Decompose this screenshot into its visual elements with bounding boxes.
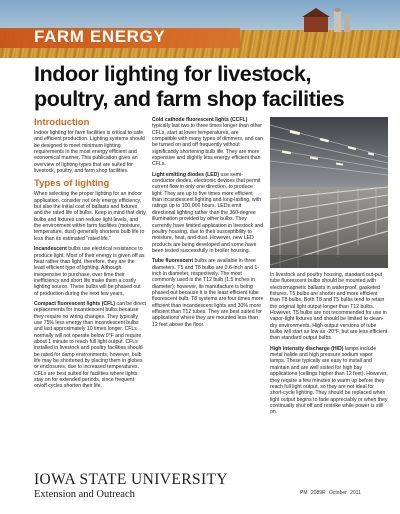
tube-fluorescent-continued-paragraph: In livestock and poultry housing, standard out-put tube fluorescent bulbs should be mounted with electromagnetic ballasts in waterproof, gasketed fixtures. T5 bulbs are shorter and more efficient than T8 bulbs. Both T8 and T5 bulbs tend to retain the original light output longer than T12 bulbs. However, T5 bulbs are not recommended for use in vapor-tight fixtures and should be limited to clean-dry environments. High output versions of tube bulbs will start as low as -20°F, but are less efficient than standard output bulbs. [270, 272, 388, 342]
barn-interior-illustration [270, 117, 388, 268]
university-logo [34, 472, 228, 501]
ccfl-text: typically last two to three times longer than other CFLs, start at lower temperatures, are compatible with many types of dimmers, and can be turned on and off frequently without significantly shortening bulb life. They are more expensive and slightly less energy efficient than CFLs. [152, 123, 264, 168]
page-title: Indoor lighting for livestock, poultry, and farm shop facilities [34, 62, 345, 111]
cfl-term: Compact fluorescent lights (CFL) [34, 300, 116, 307]
hid-term: High intensity discharge (HID) [270, 345, 344, 352]
header-banner [0, 0, 400, 58]
barn-interior-photo [270, 117, 388, 268]
column-1 [34, 117, 146, 394]
banner-title: FARM ENERGY [34, 27, 166, 46]
cfl-paragraph [34, 301, 146, 390]
types-paragraph: When selecting the proper lighting for an indoor application, consider not only energy efficiency, but also the initial cost of ballasts and fixtures and the rated life of bulbs. Keep in mind that dirty bulbs and fixtures can reduce light levels, and the environment within farm facilities (moisture, temperature, dust) generally shortens bulb life to less than its estimated “rated life.” [34, 191, 146, 242]
university-name: IOWA STATE UNIVERSITY [34, 471, 229, 488]
column-2 [152, 117, 264, 332]
barn-icon [300, 6, 360, 32]
hid-paragraph [270, 346, 388, 416]
introduction-paragraph: Indoor lighting for farm facilities is critical to safe and efficient production. Lighting systems should be designed to meet minimum lighting requirements in the most energy efficient and economical manner. This publication gives an overview of lighting types that are suited for livestock, poultry, and farm shop facilities. [34, 130, 145, 175]
led-text: use semi-conductor diodes, electronic devices that permit current flow in only one direction, to produce light. They are up to five times more efficient than incandescent lighting and long-lasting, with ratings up to 100,000 hours. LEDs emit directional lighting rather than the 360-degree illumination provided by other bulbs. They currently have limited application in livestock and poultry housing, due to their susceptibility to moisture, heat, and dust. However, new LED products are being developed and some have been tested successfully in broiler housing. [152, 171, 264, 254]
incandescent-term: Incandescent [34, 246, 67, 253]
column-3 [270, 272, 388, 420]
section-heading-types: Types of lighting [34, 178, 110, 190]
incandescent-text: bulbs use electrical resistance to produce light. Most of their energy is given off as heat rather than light, therefore, they are the least efficient type of lighting. Although inexpensive to purchase, over time their inefficiency and short life make them a costly lighting source. These bulbs will be phased out of production during the next few years. [34, 246, 145, 297]
incandescent-paragraph [34, 246, 146, 297]
publication-code: PM 2089R October 2011 [300, 490, 361, 496]
section-heading-introduction: Introduction [34, 117, 90, 128]
hid-text: lamps include metal halide and high pressure sodium vapor lamps. These typically are easy to install and maintain and are well suited for high bay applications (ceilings higher than 12 feet). However, they require a few minutes to warm up before they reach full light output, so they are not ideal for short-cycle lighting. They should be replaced when light output begins to fade appreciably or when they continually shut off and restrike while power is still on. [270, 345, 388, 416]
led-term: Light emitting diodes (LED) [152, 171, 220, 178]
ccfl-paragraph [152, 117, 264, 168]
extension-name: Extension and Outreach [34, 489, 135, 500]
tube-fluorescent-paragraph [152, 258, 264, 328]
led-paragraph [152, 172, 264, 254]
tube-fluorescent-text: bulbs are available in three diameters. T5 and T8 bulbs are 0.6-inch and 1-inch in diameter, respectively. The most commonly used is the T12 bulb (1.5 inches in diameter); however, its manufacture is being phased out because it is the least efficient tube fluorescent bulb. T8 systems are four times more efficient than incandescent lights and 30% more efficient than T12 tubes. They are best suited for applications where they are mounted less than 12 feet above the floor. [152, 258, 264, 328]
tube-fluorescent-term: Tube fluorescent [152, 258, 194, 265]
ccfl-term: Cold cathode fluorescent lights (CCFL) [152, 117, 248, 123]
cfl-text: can be direct replacements for incandescent bulbs because they require no wiring changes. They typically use 75% less energy than incandescent bulbs and last approximately 10 times longer. CFLs normally will not operate below 0°F and require about 1 minute to reach full light output. CFLs installed in livestock and poultry facilities should be rated for damp environments; however, bulb life may be shortened by placing them in globes or enclosures, due to increased temperatures. CFLs are best suited for facilities where lights stay on for extended periods, since frequent on/off cycles shorten their life. [34, 300, 146, 390]
